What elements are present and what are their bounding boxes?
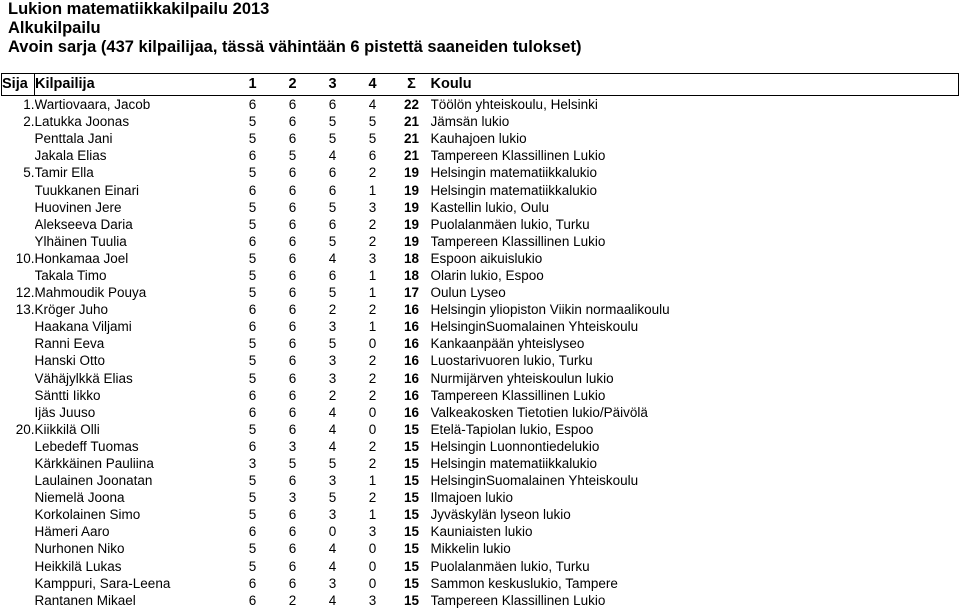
school-name: HelsinginSuomalainen Yhteiskoulu <box>430 473 639 489</box>
score-problem-4: 1 <box>368 507 377 523</box>
school-name: Sammon keskuslukio, Tampere <box>430 575 618 591</box>
score-total: 16 <box>403 302 420 318</box>
rank-cell <box>2 523 35 540</box>
score-total: 21 <box>403 148 420 164</box>
score-problem-1: 5 <box>248 114 257 130</box>
contestant-name: Haakana Viljami <box>34 319 132 335</box>
score-problem-1: 5 <box>248 473 257 489</box>
score-problem-2: 6 <box>288 319 297 335</box>
score-problem-2: 3 <box>288 438 297 454</box>
score-problem-1: 6 <box>248 404 257 420</box>
contestant-name: Takala Timo <box>34 267 107 283</box>
score-problem-4: 2 <box>368 353 377 369</box>
score-problem-4: 3 <box>368 250 377 266</box>
score-problem-2: 3 <box>288 490 297 506</box>
school-name: Puolalanmäen lukio, Turku <box>430 216 590 232</box>
contestant-name: Wartiovaara, Jacob <box>34 97 151 113</box>
contestant-name: Penttala Jani <box>34 131 113 147</box>
document-title-block <box>8 0 581 57</box>
table-row <box>2 284 959 301</box>
table-row <box>2 318 959 335</box>
score-problem-4: 1 <box>368 473 377 489</box>
table-row <box>2 592 959 609</box>
school-name: Ilmajoen lukio <box>430 490 514 506</box>
score-problem-2: 6 <box>288 473 297 489</box>
score-problem-3: 0 <box>328 524 337 540</box>
rank-cell <box>2 370 35 387</box>
score-problem-1: 6 <box>248 319 257 335</box>
score-problem-1: 5 <box>248 370 257 386</box>
header-problem-2: 2 <box>273 74 313 96</box>
score-problem-4: 3 <box>368 592 377 608</box>
contestant-name: Lebedeff Tuomas <box>34 438 139 454</box>
contestant-name: Kärkkäinen Pauliina <box>34 456 154 472</box>
school-name: Tampereen Klassillinen Lukio <box>430 592 606 608</box>
table-row <box>2 147 959 164</box>
table-row <box>2 250 959 267</box>
contestant-name: Honkamaa Joel <box>34 250 129 266</box>
score-total: 15 <box>403 558 420 574</box>
table-row <box>2 130 959 147</box>
contestant-name: Tuukkanen Einari <box>34 182 140 198</box>
score-problem-3: 5 <box>328 490 337 506</box>
round-title: Alkukilpailu <box>8 19 101 37</box>
score-problem-3: 3 <box>328 353 337 369</box>
header-problem-3: 3 <box>313 74 353 96</box>
score-problem-4: 4 <box>368 97 377 113</box>
score-problem-2: 6 <box>288 114 297 130</box>
table-row <box>2 233 959 250</box>
score-total: 15 <box>403 507 420 523</box>
contestant-name: Kiikkilä Olli <box>34 421 100 437</box>
score-problem-3: 6 <box>328 165 337 181</box>
contestant-name: Kröger Juho <box>34 302 109 318</box>
score-total: 16 <box>403 404 420 420</box>
score-problem-1: 6 <box>248 233 257 249</box>
school-name: Helsingin yliopiston Viikin normaalikoulu <box>430 302 670 318</box>
rank-cell <box>2 455 35 472</box>
score-total: 18 <box>403 250 420 266</box>
contestant-name: Jakala Elias <box>34 148 107 164</box>
score-problem-1: 3 <box>248 456 257 472</box>
table-row <box>2 455 959 472</box>
school-name: Espoon aikuislukio <box>430 250 543 266</box>
score-problem-3: 5 <box>328 199 337 215</box>
rank-cell <box>2 387 35 404</box>
contestant-name: Säntti Iikko <box>34 387 101 403</box>
score-total: 15 <box>403 421 420 437</box>
score-total: 16 <box>403 387 420 403</box>
school-name: Valkeakosken Tietotien lukio/Päivölä <box>430 404 648 420</box>
score-problem-1: 5 <box>248 216 257 232</box>
score-problem-1: 5 <box>248 507 257 523</box>
score-problem-3: 6 <box>328 267 337 283</box>
school-name: Töölön yhteiskoulu, Helsinki <box>430 97 598 113</box>
contestant-name: Ranni Eeva <box>34 336 105 352</box>
score-problem-1: 5 <box>248 267 257 283</box>
score-total: 15 <box>403 592 420 608</box>
score-total: 19 <box>403 216 420 232</box>
score-problem-4: 2 <box>368 370 377 386</box>
score-problem-4: 5 <box>368 131 377 147</box>
score-total: 22 <box>403 97 420 113</box>
rank-cell <box>2 404 35 421</box>
score-problem-4: 2 <box>368 302 377 318</box>
table-row <box>2 472 959 489</box>
score-total: 18 <box>403 267 420 283</box>
score-problem-1: 5 <box>248 421 257 437</box>
score-problem-4: 6 <box>368 148 377 164</box>
rank-cell <box>2 352 35 369</box>
rank-cell: 1. <box>23 97 35 113</box>
score-problem-4: 5 <box>368 114 377 130</box>
table-row <box>2 540 959 557</box>
school-name: Tampereen Klassillinen Lukio <box>430 233 606 249</box>
score-total: 15 <box>403 541 420 557</box>
score-problem-2: 6 <box>288 199 297 215</box>
school-name: Helsingin Luonnontiedelukio <box>430 438 600 454</box>
school-name: Jyväskylän lyseon lukio <box>430 507 571 523</box>
score-problem-3: 4 <box>328 541 337 557</box>
score-problem-4: 1 <box>368 319 377 335</box>
table-row <box>2 301 959 318</box>
school-name: Kankaanpään yhteislyseo <box>430 336 585 352</box>
score-problem-2: 6 <box>288 267 297 283</box>
contestant-name: Mahmoudik Pouya <box>34 285 147 301</box>
score-total: 15 <box>403 438 420 454</box>
rank-cell: 13. <box>15 302 35 318</box>
score-problem-1: 6 <box>248 182 257 198</box>
table-row <box>2 506 959 523</box>
table-row <box>2 421 959 438</box>
score-problem-3: 4 <box>328 404 337 420</box>
results-table <box>1 73 959 609</box>
score-total: 19 <box>403 182 420 198</box>
score-problem-2: 6 <box>288 404 297 420</box>
score-problem-1: 5 <box>248 353 257 369</box>
score-problem-2: 5 <box>288 456 297 472</box>
score-problem-2: 6 <box>288 370 297 386</box>
score-problem-2: 6 <box>288 541 297 557</box>
score-problem-2: 6 <box>288 233 297 249</box>
score-problem-3: 4 <box>328 148 337 164</box>
contestant-name: Rantanen Mikael <box>34 592 136 608</box>
score-problem-1: 6 <box>248 592 257 608</box>
school-name: Etelä-Tapiolan lukio, Espoo <box>430 421 594 437</box>
school-name: Helsingin matematiikkalukio <box>430 165 598 181</box>
rank-cell: 5. <box>23 165 35 181</box>
score-problem-4: 3 <box>368 524 377 540</box>
school-name: HelsinginSuomalainen Yhteiskoulu <box>430 319 639 335</box>
score-problem-2: 6 <box>288 97 297 113</box>
rank-cell <box>2 318 35 335</box>
header-rank: Sija <box>2 74 35 96</box>
score-problem-2: 6 <box>288 285 297 301</box>
score-problem-4: 2 <box>368 165 377 181</box>
table-row <box>2 387 959 404</box>
contestant-name: Tamir Ella <box>34 165 94 181</box>
score-total: 15 <box>403 575 420 591</box>
score-problem-3: 4 <box>328 250 337 266</box>
score-problem-3: 6 <box>328 97 337 113</box>
score-problem-1: 6 <box>248 575 257 591</box>
score-problem-2: 2 <box>288 592 297 608</box>
score-problem-2: 6 <box>288 524 297 540</box>
table-row <box>2 113 959 130</box>
score-problem-1: 5 <box>248 336 257 352</box>
school-name: Kauniaisten lukio <box>430 524 533 540</box>
score-total: 15 <box>403 456 420 472</box>
school-name: Puolalanmäen lukio, Turku <box>430 558 590 574</box>
score-problem-1: 6 <box>248 97 257 113</box>
score-problem-1: 5 <box>248 285 257 301</box>
table-row <box>2 438 959 455</box>
score-problem-4: 2 <box>368 456 377 472</box>
score-total: 16 <box>403 336 420 352</box>
rank-cell: 12. <box>15 285 35 301</box>
score-problem-2: 6 <box>288 421 297 437</box>
score-problem-1: 5 <box>248 250 257 266</box>
score-total: 21 <box>403 131 420 147</box>
contestant-name: Hämeri Aaro <box>34 524 110 540</box>
score-total: 19 <box>403 233 420 249</box>
score-total: 16 <box>403 353 420 369</box>
score-problem-2: 6 <box>288 575 297 591</box>
contestant-name: Laulainen Joonatan <box>34 473 153 489</box>
score-problem-1: 5 <box>248 199 257 215</box>
contestant-name: Alekseeva Daria <box>34 216 133 232</box>
score-problem-4: 2 <box>368 438 377 454</box>
rank-cell: 10. <box>15 250 35 266</box>
score-problem-2: 6 <box>288 165 297 181</box>
score-problem-4: 2 <box>368 490 377 506</box>
score-problem-1: 5 <box>248 490 257 506</box>
score-problem-2: 6 <box>288 182 297 198</box>
score-problem-4: 1 <box>368 182 377 198</box>
contestant-name: Ijäs Juuso <box>34 404 96 420</box>
score-problem-3: 4 <box>328 438 337 454</box>
rank-cell <box>2 540 35 557</box>
score-problem-2: 6 <box>288 336 297 352</box>
score-problem-4: 0 <box>368 336 377 352</box>
score-problem-3: 4 <box>328 421 337 437</box>
header-school: Koulu <box>431 74 959 96</box>
score-problem-2: 6 <box>288 353 297 369</box>
school-name: Kauhajoen lukio <box>430 131 527 147</box>
contestant-name: Huovinen Jere <box>34 199 122 215</box>
score-problem-4: 1 <box>368 285 377 301</box>
score-problem-3: 2 <box>328 302 337 318</box>
score-total: 17 <box>403 285 420 301</box>
school-name: Helsingin matematiikkalukio <box>430 182 598 198</box>
score-problem-1: 6 <box>248 524 257 540</box>
contestant-name: Nurhonen Niko <box>34 541 125 557</box>
score-problem-2: 6 <box>288 250 297 266</box>
score-problem-2: 6 <box>288 131 297 147</box>
table-row <box>2 164 959 181</box>
rank-cell <box>2 199 35 216</box>
contestant-name: Heikkilä Lukas <box>34 558 122 574</box>
rank-cell <box>2 558 35 575</box>
score-problem-2: 6 <box>288 302 297 318</box>
header-problem-4: 4 <box>353 74 393 96</box>
competition-title: Lukion matematiikkakilpailu 2013 <box>8 0 270 18</box>
score-problem-3: 6 <box>328 216 337 232</box>
score-problem-3: 5 <box>328 285 337 301</box>
score-problem-4: 2 <box>368 233 377 249</box>
score-problem-3: 3 <box>328 575 337 591</box>
table-header-row <box>2 74 959 96</box>
score-problem-1: 6 <box>248 148 257 164</box>
score-problem-4: 0 <box>368 558 377 574</box>
table-row <box>2 523 959 540</box>
table-row <box>2 558 959 575</box>
school-name: Helsingin matematiikkalukio <box>430 456 598 472</box>
contestant-name: Latukka Joonas <box>34 114 130 130</box>
school-name: Oulun Lyseo <box>430 285 506 301</box>
rank-cell <box>2 181 35 198</box>
table-row <box>2 199 959 216</box>
rank-cell <box>2 575 35 592</box>
table-row <box>2 267 959 284</box>
score-problem-4: 2 <box>368 387 377 403</box>
school-name: Tampereen Klassillinen Lukio <box>430 387 606 403</box>
rank-cell: 20. <box>15 421 35 437</box>
score-problem-3: 3 <box>328 507 337 523</box>
score-total: 15 <box>403 524 420 540</box>
rank-cell <box>2 489 35 506</box>
score-problem-2: 6 <box>288 216 297 232</box>
score-problem-2: 6 <box>288 558 297 574</box>
score-problem-3: 2 <box>328 387 337 403</box>
score-problem-3: 5 <box>328 114 337 130</box>
table-row <box>2 352 959 369</box>
school-name: Luostarivuoren lukio, Turku <box>430 353 593 369</box>
score-problem-3: 5 <box>328 336 337 352</box>
table-row <box>2 370 959 387</box>
score-problem-4: 0 <box>368 575 377 591</box>
score-problem-3: 5 <box>328 131 337 147</box>
school-name: Olarin lukio, Espoo <box>430 267 544 283</box>
rank-cell <box>2 438 35 455</box>
score-total: 15 <box>403 473 420 489</box>
score-total: 16 <box>403 319 420 335</box>
score-problem-4: 3 <box>368 199 377 215</box>
score-problem-3: 5 <box>328 456 337 472</box>
score-problem-3: 4 <box>328 558 337 574</box>
contestant-name: Niemelä Joona <box>34 490 125 506</box>
contestant-name: Vähäjylkkä Elias <box>34 370 133 386</box>
contestant-name: Korkolainen Simo <box>34 507 141 523</box>
rank-cell <box>2 147 35 164</box>
school-name: Mikkelin lukio <box>430 541 511 557</box>
score-total: 15 <box>403 490 420 506</box>
results-body <box>2 96 959 609</box>
score-problem-1: 5 <box>248 165 257 181</box>
school-name: Jämsän lukio <box>430 114 510 130</box>
header-problem-1: 1 <box>233 74 273 96</box>
score-problem-2: 5 <box>288 148 297 164</box>
score-problem-1: 5 <box>248 541 257 557</box>
score-problem-3: 3 <box>328 319 337 335</box>
score-problem-3: 3 <box>328 473 337 489</box>
rank-cell <box>2 233 35 250</box>
score-total: 19 <box>403 165 420 181</box>
score-problem-2: 6 <box>288 387 297 403</box>
table-row <box>2 489 959 506</box>
rank-cell <box>2 472 35 489</box>
score-problem-3: 6 <box>328 182 337 198</box>
score-problem-4: 0 <box>368 421 377 437</box>
score-problem-2: 6 <box>288 507 297 523</box>
table-row <box>2 575 959 592</box>
score-total: 21 <box>403 114 420 130</box>
table-row <box>2 335 959 352</box>
header-total: Σ <box>393 74 431 96</box>
table-row <box>2 216 959 233</box>
score-problem-4: 0 <box>368 404 377 420</box>
table-row <box>2 404 959 421</box>
school-name: Nurmijärven yhteiskoulun lukio <box>430 370 614 386</box>
school-name: Tampereen Klassillinen Lukio <box>430 148 606 164</box>
score-problem-1: 6 <box>248 302 257 318</box>
score-problem-3: 3 <box>328 370 337 386</box>
rank-cell <box>2 130 35 147</box>
rank-cell <box>2 506 35 523</box>
school-name: Kastellin lukio, Oulu <box>430 199 550 215</box>
score-problem-1: 5 <box>248 558 257 574</box>
score-problem-4: 1 <box>368 267 377 283</box>
score-problem-4: 2 <box>368 216 377 232</box>
series-title: Avoin sarja (437 kilpailijaa, tässä vähintään 6 pistettä saaneiden tulokset) <box>8 38 582 56</box>
score-problem-1: 6 <box>248 387 257 403</box>
rank-cell <box>2 335 35 352</box>
score-problem-3: 4 <box>328 592 337 608</box>
score-problem-1: 5 <box>248 131 257 147</box>
score-problem-1: 6 <box>248 438 257 454</box>
rank-cell <box>2 216 35 233</box>
table-row <box>2 181 959 198</box>
rank-cell <box>2 592 35 609</box>
contestant-name: Ylhäinen Tuulia <box>34 233 127 249</box>
rank-cell <box>2 267 35 284</box>
score-total: 19 <box>403 199 420 215</box>
contestant-name: Hanski Otto <box>34 353 106 369</box>
contestant-name: Kamppuri, Sara-Leena <box>34 575 171 591</box>
table-row <box>2 96 959 114</box>
score-problem-4: 0 <box>368 541 377 557</box>
score-problem-3: 5 <box>328 233 337 249</box>
score-total: 16 <box>403 370 420 386</box>
rank-cell: 2. <box>23 114 35 130</box>
header-name: Kilpailija <box>35 74 233 96</box>
